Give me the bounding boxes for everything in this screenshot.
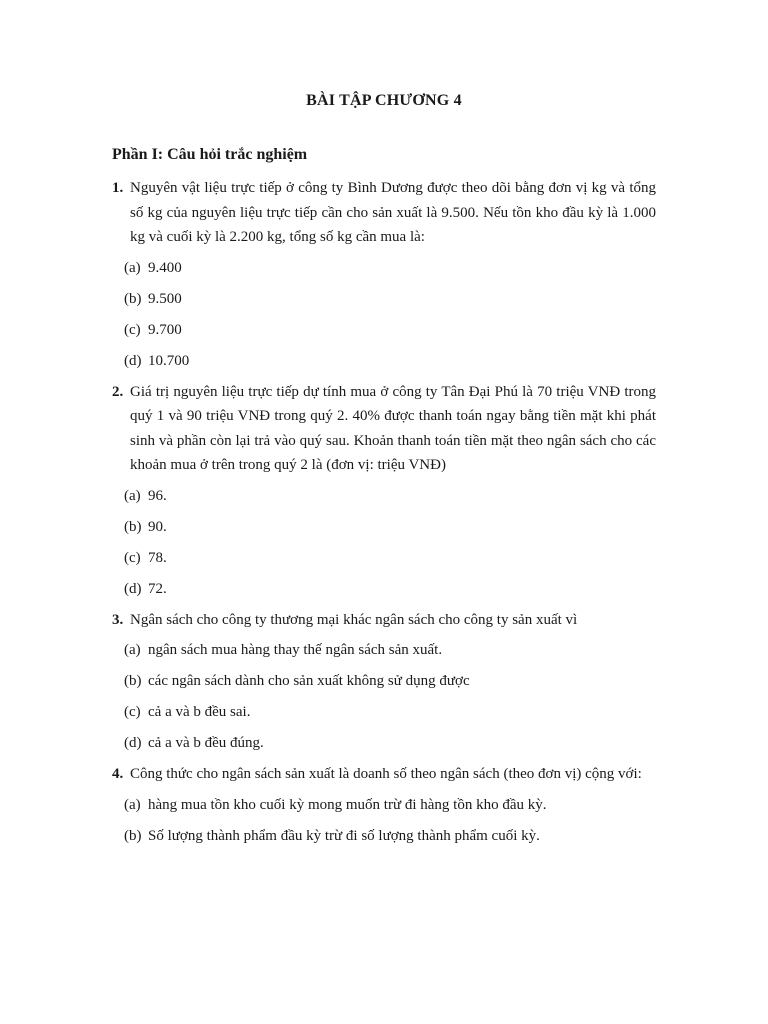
option-label: (a) — [124, 259, 141, 276]
option-text: 9.500 — [148, 290, 182, 307]
option-text: 78. — [148, 549, 167, 566]
question-3 — [112, 608, 656, 633]
option-c — [112, 546, 656, 571]
option-b — [112, 669, 656, 694]
option-label: (a) — [124, 487, 141, 504]
option-a — [112, 793, 656, 818]
question-3-options — [112, 638, 656, 756]
option-label: (c) — [124, 549, 141, 566]
question-1-options — [112, 256, 656, 374]
question-4-options — [112, 793, 656, 849]
document-title: BÀI TẬP CHƯƠNG 4 — [306, 92, 462, 109]
option-text: cả a và b đều sai. — [148, 704, 251, 720]
question-list — [112, 176, 656, 855]
question-number: 3. — [112, 611, 124, 628]
option-text: cả a và b đều đúng. — [148, 735, 264, 751]
option-text: 9.400 — [148, 259, 182, 276]
option-c — [112, 700, 656, 725]
option-label: (d) — [124, 735, 142, 751]
option-text: Số lượng thành phẩm đầu kỳ trừ đi số lượng thành phẩm cuối kỳ. — [148, 827, 540, 844]
option-label: (b) — [124, 673, 142, 689]
option-a — [112, 484, 656, 509]
option-text: các ngân sách dành cho sản xuất không sử dụng được — [148, 673, 470, 689]
option-label: (b) — [124, 290, 142, 307]
option-d — [112, 731, 656, 756]
option-d — [112, 349, 656, 374]
option-label: (a) — [124, 796, 141, 813]
option-label: (b) — [124, 518, 142, 535]
option-label: (a) — [124, 642, 141, 658]
option-text: 96. — [148, 487, 167, 504]
question-2 — [112, 380, 656, 478]
question-text: Công thức cho ngân sách sản xuất là doanh số theo ngân sách (theo đơn vị) cộng với: — [130, 766, 642, 782]
option-d — [112, 577, 656, 602]
question-4 — [112, 762, 656, 787]
option-text: 9.700 — [148, 321, 182, 338]
option-b — [112, 287, 656, 312]
question-number: 1. — [112, 180, 124, 196]
question-1 — [112, 176, 656, 250]
option-label: (d) — [124, 352, 142, 369]
option-b — [112, 824, 656, 849]
option-label: (d) — [124, 580, 142, 597]
question-number: 2. — [112, 383, 124, 400]
question-text: Nguyên vật liệu trực tiếp ở công ty Bình Dương được theo dõi bằng đơn vị kg và tổng số kg của nguyên liệu trực tiếp cần cho sản xuất là 9.500. Nếu tồn kho đầu kỳ là 1.000 kg và cuối kỳ là 2.200 kg, tổng số kg cần mua là: — [130, 180, 656, 245]
option-a — [112, 256, 656, 281]
option-b — [112, 515, 656, 540]
option-text: 10.700 — [148, 352, 190, 369]
question-number: 4. — [112, 766, 124, 782]
question-text: Giá trị nguyên liệu trực tiếp dự tính mua ở công ty Tân Đại Phú là 70 triệu VNĐ trong quý 1 và 90 triệu VNĐ trong quý 2. 40% được thanh toán ngay bằng tiền mặt khi phát sinh và phần còn lại trả vào quý sau. Khoản thanh toán tiền mặt theo ngân sách cho các khoản mua ở trên trong quý 2 là (đơn vị: triệu VNĐ) — [130, 383, 656, 473]
option-a — [112, 638, 656, 663]
section-title: Phần I: Câu hỏi trắc nghiệm — [112, 146, 308, 163]
question-2-options — [112, 484, 656, 602]
option-label: (c) — [124, 704, 141, 720]
option-text: ngân sách mua hàng thay thế ngân sách sản xuất. — [148, 642, 443, 658]
option-text: 72. — [148, 580, 167, 597]
question-text: Ngân sách cho công ty thương mại khác ngân sách cho công ty sản xuất vì — [130, 611, 578, 628]
option-text: hàng mua tồn kho cuối kỳ mong muốn trừ đi hàng tồn kho đầu kỳ. — [148, 796, 547, 813]
option-label: (b) — [124, 827, 142, 844]
option-label: (c) — [124, 321, 141, 338]
option-text: 90. — [148, 518, 167, 535]
option-c — [112, 318, 656, 343]
